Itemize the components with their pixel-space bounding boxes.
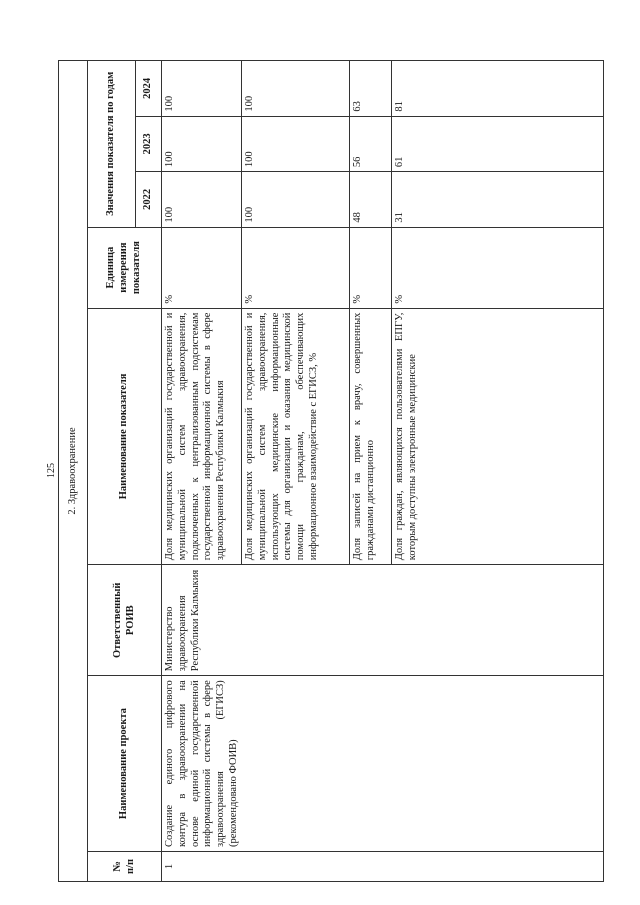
indicator-name: Доля записей на прием к врачу, совершенных гражданами дистанционно <box>350 308 392 565</box>
indicator-unit: % <box>350 227 392 308</box>
indicators-table <box>58 60 604 882</box>
row-num: 1 <box>162 851 604 881</box>
header-values-group: Значения показателя по годам <box>88 61 136 228</box>
indicator-unit: % <box>242 227 350 308</box>
header-year-2023: 2023 <box>136 116 162 171</box>
value-2024: 63 <box>350 61 392 117</box>
page-number: 125 <box>46 463 57 478</box>
value-2023: 56 <box>350 116 392 171</box>
indicator-name: Доля медицинских организаций государственной и муниципальной систем здравоохранения, подключенных к централизованным подсистемам государственной информационной системы в сфере здравоохранения Республики Калмыкия <box>162 308 242 565</box>
indicator-unit: % <box>392 227 604 308</box>
value-2022: 100 <box>242 172 350 227</box>
indicator-name: Доля граждан, являющихся пользователями ЕПГУ, которым доступны электронные медицинские <box>392 308 604 565</box>
value-2022: 31 <box>392 172 604 227</box>
header-project: Наименование проекта <box>88 676 162 852</box>
value-2024: 100 <box>242 61 350 117</box>
value-2023: 100 <box>162 116 242 171</box>
responsible-roiv: Министерство здравоохранения Республики Калмыкия <box>162 565 604 676</box>
value-2022: 48 <box>350 172 392 227</box>
indicator-unit: % <box>162 227 242 308</box>
rotated-page <box>58 60 604 882</box>
value-2023: 61 <box>392 116 604 171</box>
header-year-2024: 2024 <box>136 61 162 117</box>
header-year-2022: 2022 <box>136 172 162 227</box>
header-unit: Единица измерения показателя <box>88 227 162 308</box>
header-num: № п/п <box>88 851 162 881</box>
section-title: 2. Здравоохранение <box>59 61 88 882</box>
header-roiv: Ответственный РОИВ <box>88 565 162 676</box>
value-2023: 100 <box>242 116 350 171</box>
header-indicator: Наименование показателя <box>88 308 162 565</box>
value-2024: 81 <box>392 61 604 117</box>
value-2024: 100 <box>162 61 242 117</box>
project-name: Создание единого цифрового контура в здравоохранении на основе единой государственной информационной системы в сфере здравоохранения (ЕГИСЗ) (рекомендовано ФОИВ) <box>162 676 604 852</box>
indicator-name: Доля медицинских организаций государственной и муниципальной систем здравоохранения, использующих медицинские информационные системы для организации и оказания медицинской помощи гражданам, обеспечивающих информационное взаимодействие с ЕГИСЗ, % <box>242 308 350 565</box>
value-2022: 100 <box>162 172 242 227</box>
